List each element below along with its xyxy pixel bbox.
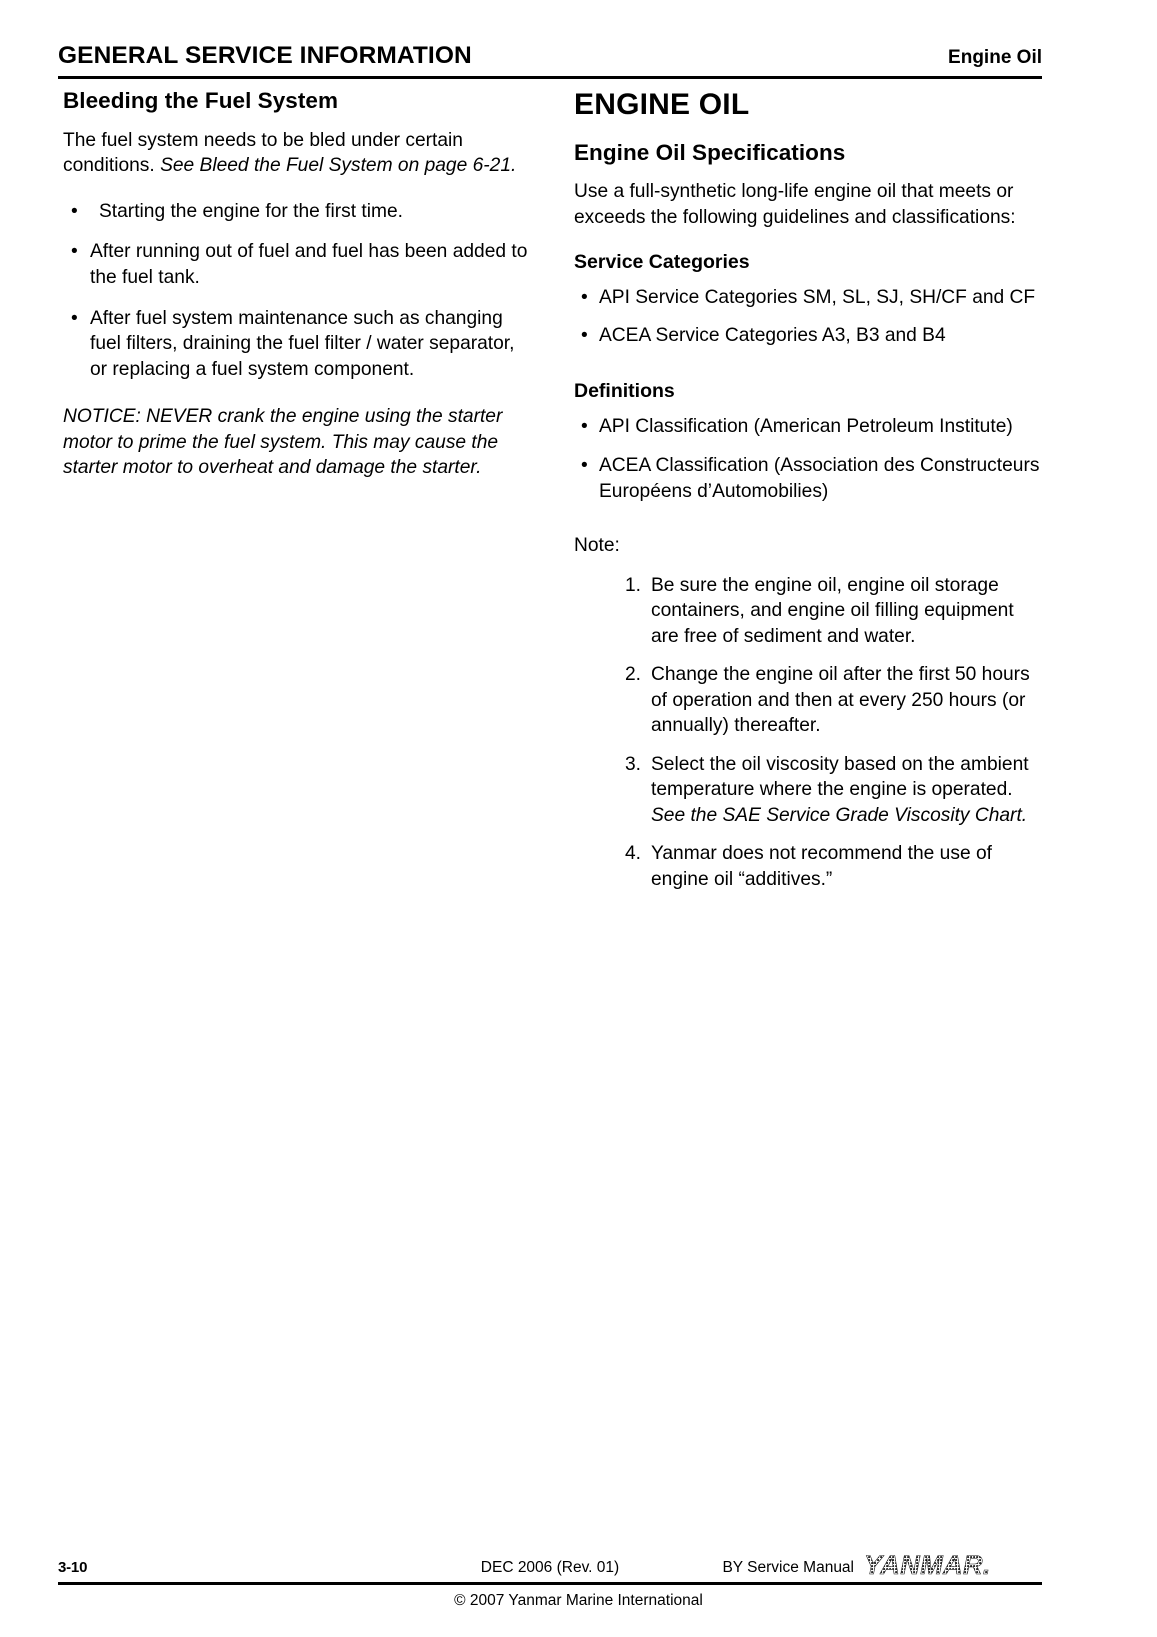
- note-item: [609, 573, 1042, 650]
- list-item: [63, 306, 533, 383]
- list-item-text: After running out of fuel and fuel has been added to the fuel tank.: [90, 241, 528, 288]
- bullet-icon: •: [71, 307, 78, 329]
- bleeding-conditions-list: [63, 199, 533, 382]
- header-topic-title: Engine Oil: [948, 47, 1042, 68]
- bullet-icon: •: [581, 454, 588, 476]
- note-italic-text: See the SAE Service Grade Viscosity Chart.: [651, 804, 1028, 826]
- note-number: 1.: [624, 574, 641, 596]
- list-item: [63, 199, 533, 225]
- bullet-icon: •: [581, 325, 588, 347]
- definitions-list: [574, 414, 1042, 504]
- bullet-icon: •: [581, 416, 588, 438]
- note-text: Yanmar does not recommend the use of engine oil “additives.”: [651, 843, 992, 890]
- header-section-title: GENERAL SERVICE INFORMATION: [58, 42, 472, 69]
- page-footer: [58, 1550, 1042, 1581]
- note-number: 2.: [624, 664, 641, 686]
- page-header: [58, 42, 1042, 70]
- bullet-icon: •: [71, 241, 78, 263]
- list-item-text: API Classification (American Petroleum Institute): [599, 416, 1013, 438]
- note-number: 3.: [624, 753, 641, 775]
- footer-copyright: © 2007 Yanmar Marine International: [454, 1592, 703, 1609]
- note-item: [609, 662, 1042, 739]
- header-divider: [58, 76, 1042, 79]
- note-text: Change the engine oil after the first 50 hours of operation and then at every 250 hours (or annually) thereafter.: [651, 664, 1030, 737]
- footer-divider: [58, 1582, 1042, 1585]
- notice-paragraph: NOTICE: NEVER crank the engine using the starter motor to prime the fuel system. This may cause the starter motor to overheat and damage the starter.: [63, 406, 503, 479]
- bleeding-intro-paragraph: [63, 128, 533, 179]
- note-item: [609, 841, 1042, 892]
- svg-text:YANMAR.: YANMAR.: [864, 1550, 991, 1580]
- notes-list: [574, 573, 1042, 893]
- left-column: [63, 88, 533, 481]
- bleeding-intro-plain: The fuel system needs to be bled under certain conditions.: [63, 129, 463, 177]
- bleeding-intro-crossreference: See Bleed the Fuel System on page 6-21.: [160, 155, 517, 177]
- specifications-intro-paragraph: Use a full-synthetic long-life engine oil that meets or exceeds the following guidelines and classifications:: [574, 181, 1016, 228]
- list-item-text: API Service Categories SM, SL, SJ, SH/CF and CF: [599, 286, 1036, 308]
- note-label: Note:: [574, 535, 620, 557]
- footer-manual-name: BY Service Manual: [722, 1559, 854, 1576]
- engine-oil-specifications-heading: Engine Oil Specifications: [574, 139, 846, 165]
- page-title: ENGINE OIL: [574, 88, 750, 121]
- list-item: [574, 453, 1042, 504]
- yanmar-logo: [862, 1547, 1042, 1581]
- list-item-text: ACEA Classification (Association des Constructeurs Européens d’Automobilies): [599, 454, 1040, 502]
- definitions-heading: Definitions: [574, 380, 675, 403]
- note-text: Select the oil viscosity based on the ambient temperature where the engine is operated.: [651, 753, 1029, 801]
- list-item-text: Starting the engine for the first time.: [99, 200, 403, 222]
- footer-date-revision: DEC 2006 (Rev. 01): [480, 1559, 620, 1576]
- list-item: [574, 285, 1042, 311]
- service-categories-list: [574, 285, 1042, 349]
- list-item-text: After fuel system maintenance such as changing fuel filters, draining the fuel filter / water separator, or replacing a fuel system component.: [90, 307, 515, 380]
- list-item-text: ACEA Service Categories A3, B3 and B4: [599, 325, 946, 347]
- list-item: [63, 239, 533, 290]
- list-item: [574, 323, 1042, 349]
- service-categories-heading: Service Categories: [574, 250, 750, 273]
- bullet-icon: •: [71, 200, 78, 222]
- left-column-heading: Bleeding the Fuel System: [63, 88, 339, 113]
- right-column: [574, 88, 1042, 892]
- footer-page-number: 3-10: [58, 1559, 88, 1576]
- note-text: Be sure the engine oil, engine oil storage containers, and engine oil filling equipment are free of sediment and water.: [651, 574, 1014, 647]
- bullet-icon: •: [581, 286, 588, 308]
- list-item: [574, 414, 1042, 440]
- note-number: 4.: [624, 843, 641, 865]
- note-item: [609, 752, 1042, 829]
